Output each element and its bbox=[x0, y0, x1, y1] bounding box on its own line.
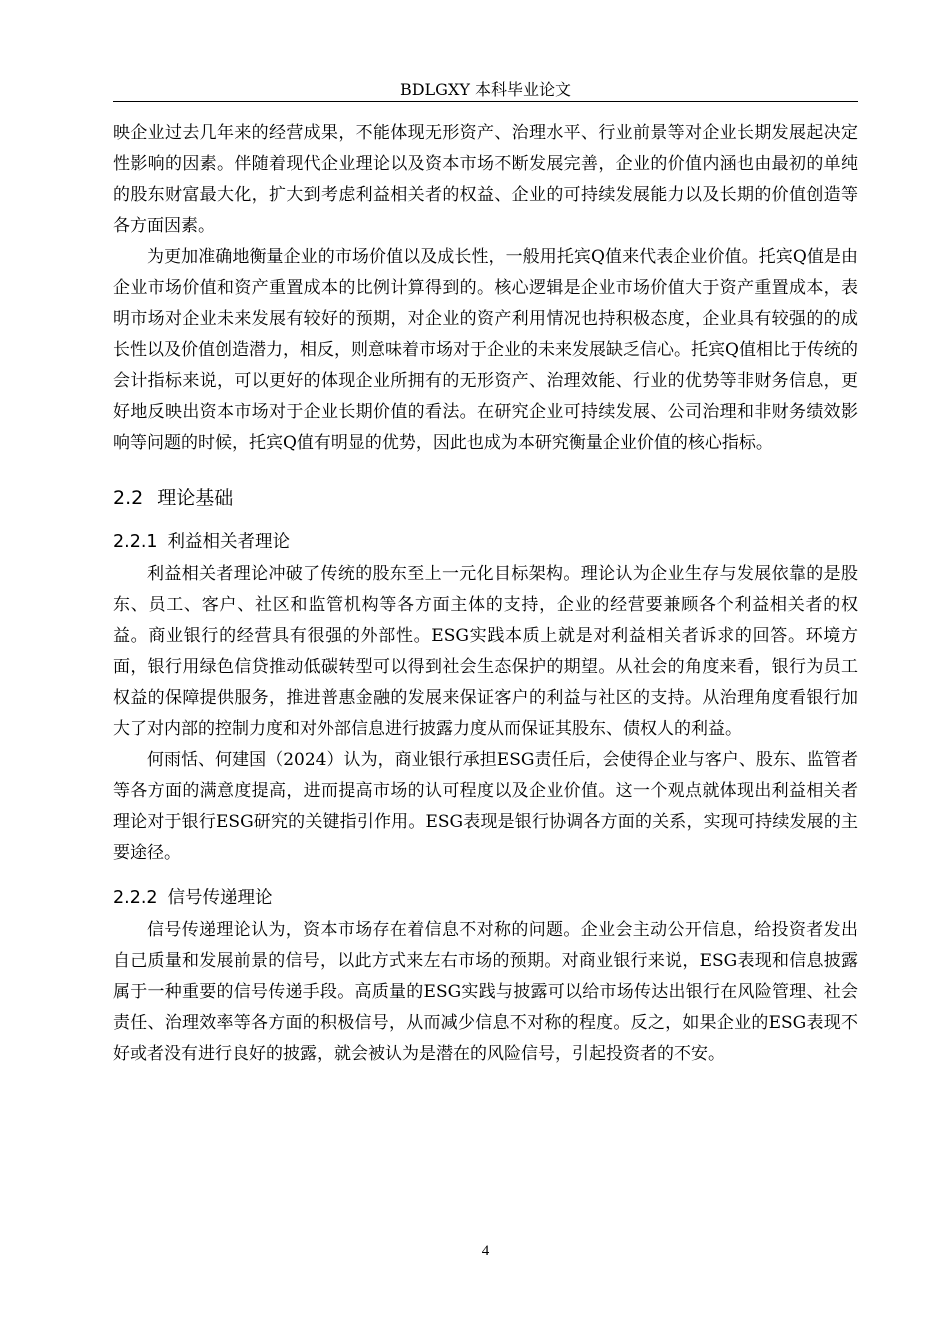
page-number: 4 bbox=[481, 1243, 490, 1259]
subsection-title: 利益相关者理论 bbox=[167, 532, 291, 552]
paragraph: 为更加准确地衡量企业的市场价值以及成长性，一般用托宾Q值来代表企业价值。托宾Q值是由企业市场价值和资产重置成本的比例计算得到的。核心逻辑是企业市场价值大于资产重置成本，表明市场对企业未来发展有较好的预期，对企业的资产利用情况也持积极态度，企业具有较强的的成长性以及价值创造潜力，相反，则意味着市场对于企业的未来发展缺乏信心。托宾Q值相比于传统的会计指标来说，可以更好的体现企业所拥有的无形资产、治理效能、行业的优势等非财务信息，更好地反映出资本市场对于企业长期价值的看法。在研究企业可持续发展、公司治理和非财务绩效影响等问题的时候，托宾Q值有明显的优势，因此也成为本研究衡量企业价值的核心指标。 bbox=[113, 247, 858, 453]
subsection-heading-2-2-1 bbox=[113, 527, 858, 557]
section-title: 理论基础 bbox=[157, 487, 234, 509]
section-number: 2.2 bbox=[113, 487, 144, 509]
running-header: BDLGXY 本科毕业论文 bbox=[399, 80, 572, 99]
header-divider bbox=[113, 101, 858, 102]
subsection-number: 2.2.2 bbox=[113, 888, 158, 908]
paragraph: 信号传递理论认为，资本市场存在着信息不对称的问题。企业会主动公开信息，给投资者发出自己质量和发展前景的信号，以此方式来左右市场的预期。对商业银行来说，ESG表现和信息披露属于一种重要的信号传递手段。高质量的ESG实践与披露可以给市场传达出银行在风险管理、社会责任、治理效率等各方面的积极信号，从而减少信息不对称的程度。反之，如果企业的ESG表现不好或者没有进行良好的披露，就会被认为是潜在的风险信号，引起投资者的不安。 bbox=[113, 920, 858, 1064]
subsection-title: 信号传递理论 bbox=[167, 888, 273, 908]
paragraph: 利益相关者理论冲破了传统的股东至上一元化目标架构。理论认为企业生存与发展依靠的是股东、员工、客户、社区和监管机构等各方面主体的支持，企业的经营要兼顾各个利益相关者的权益。商业银行的经营具有很强的外部性。ESG实践本质上就是对利益相关者诉求的回答。环境方面，银行用绿色信贷推动低碳转型可以得到社会生态保护的期望。从社会的角度来看，银行为员工权益的保障提供服务，推进普惠金融的发展来保证客户的利益与社区的支持。从治理角度看银行加大了对内部的控制力度和对外部信息进行披露力度从而保证其股东、债权人的利益。 bbox=[113, 564, 858, 739]
paragraph: 映企业过去几年来的经营成果，不能体现无形资产、治理水平、行业前景等对企业长期发展起决定性影响的因素。伴随着现代企业理论以及资本市场不断发展完善，企业的价值内涵也由最初的单纯的股东财富最大化，扩大到考虑利益相关者的权益、企业的可持续发展能力以及长期的价值创造等各方面因素。 bbox=[113, 123, 858, 236]
paragraph: 何雨恬、何建国（2024）认为，商业银行承担ESG责任后，会使得企业与客户、股东、监管者等各方面的满意度提高，进而提高市场的认可程度以及企业价值。这一个观点就体现出利益相关者理论对于银行ESG研究的关键指引作用。ESG表现是银行协调各方面的关系，实现可持续发展的主要途径。 bbox=[113, 750, 858, 863]
subsection-number: 2.2.1 bbox=[113, 532, 158, 552]
section-heading-2-2 bbox=[113, 483, 858, 513]
subsection-heading-2-2-2 bbox=[113, 883, 858, 913]
body-content bbox=[113, 118, 858, 1070]
